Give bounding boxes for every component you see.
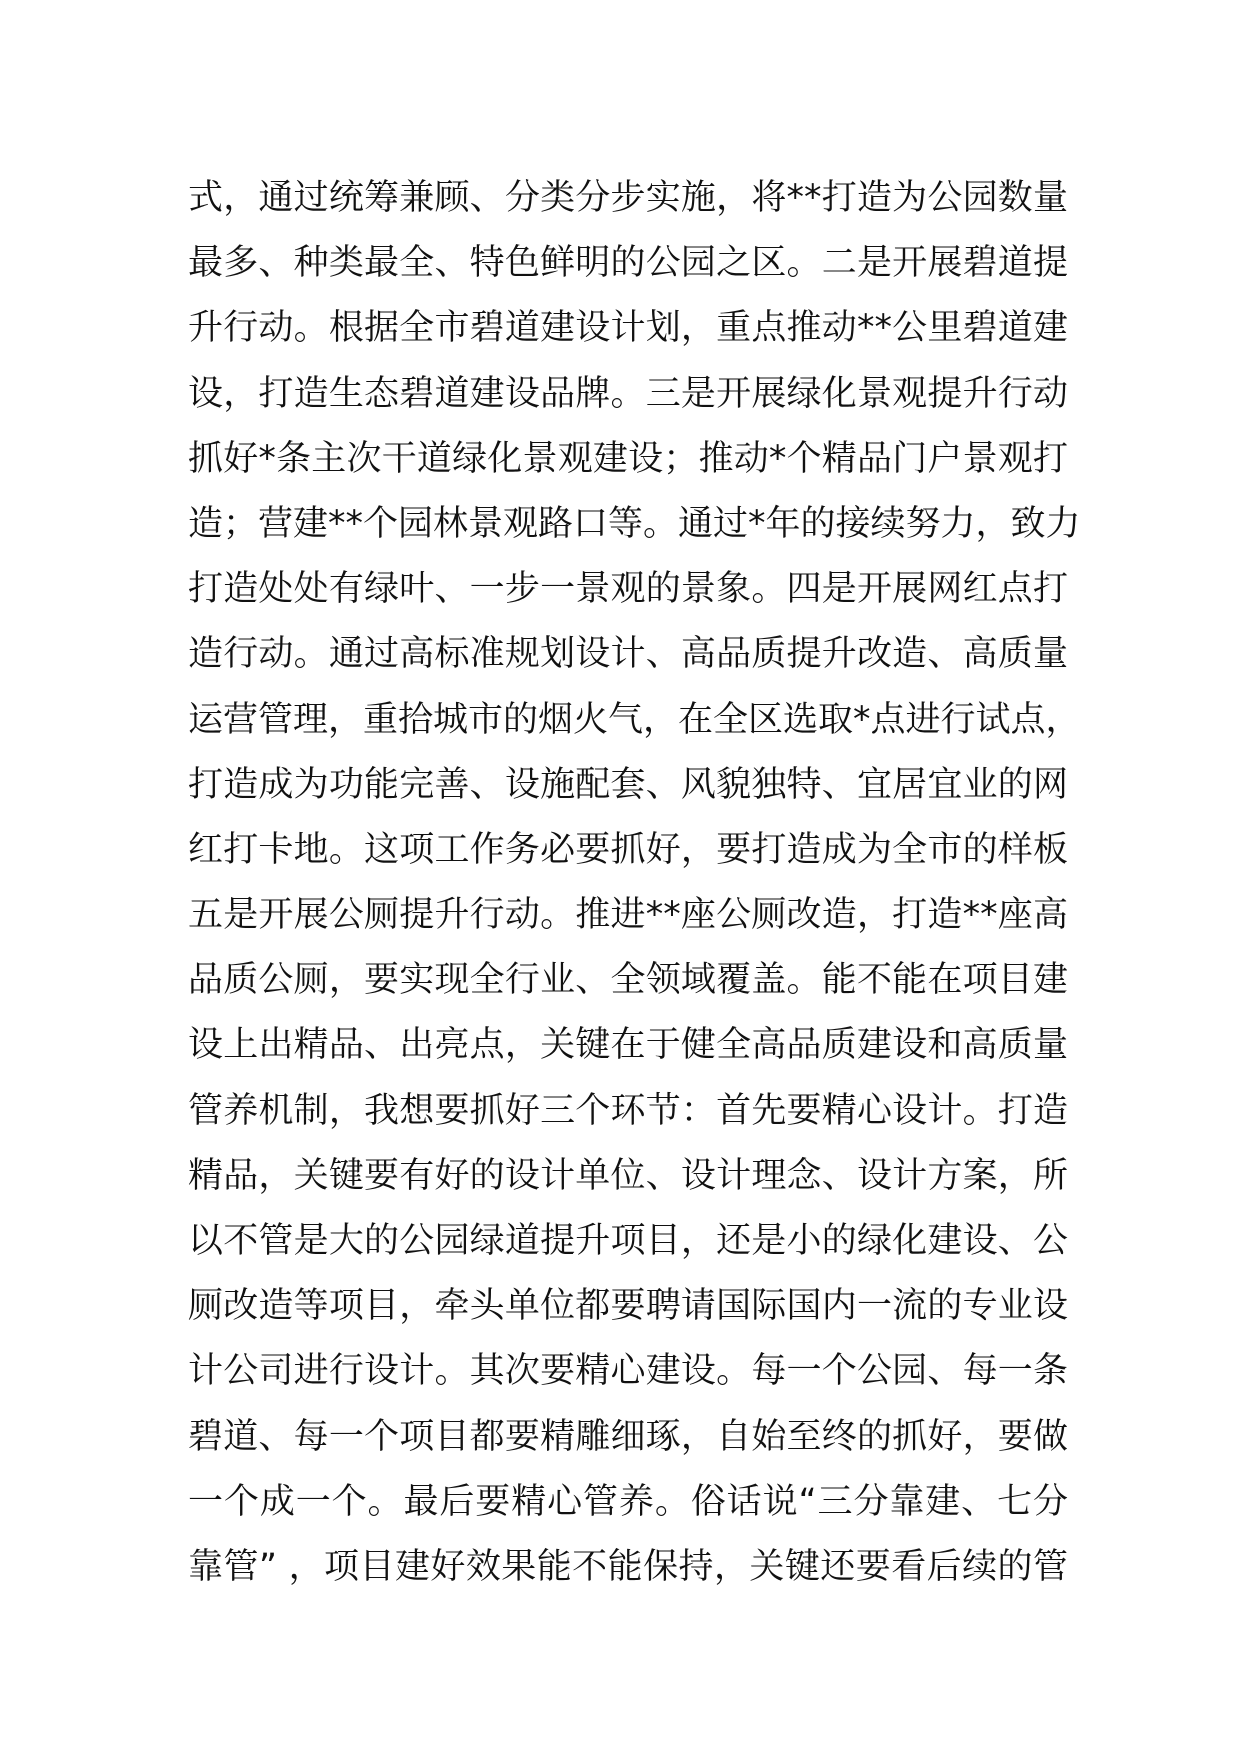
text-line: 打造处处有绿叶、一步一景观的景象。四是开展网红点打 — [188, 569, 1068, 610]
text-line: 抓好*条主次干道绿化景观建设；推动*个精品门户景观打 — [188, 438, 1068, 479]
text-line: 设，打造生态碧道建设品牌。三是开展绿化景观提升行动 — [188, 373, 1068, 414]
text-line: 以不管是大的公园绿道提升项目，还是小的绿化建设、公 — [188, 1221, 1068, 1261]
text-line: 最多、种类最全、特色鲜明的公园之区。二是开展碧道提 — [188, 243, 1068, 284]
text-line: 精品，关键要有好的设计单位、设计理念、设计方案，所 — [188, 1155, 1068, 1196]
text-line: 管养机制，我想要抓好三个环节：首先要精心设计。打造 — [188, 1090, 1068, 1131]
body-text — [188, 166, 1081, 1600]
text-line: 靠管” ，项目建好效果能不能保持，关键还要看后续的管 — [188, 1546, 1068, 1587]
text-line: 设上出精品、出亮点，关键在于健全高品质建设和高质量 — [188, 1025, 1068, 1066]
text-line: 升行动。根据全市碧道建设计划，重点推动**公里碧道建 — [188, 308, 1068, 349]
text-line: 五是开展公厕提升行动。推进**座公厕改造，打造**座高 — [188, 895, 1068, 936]
text-line: 一个成一个。最后要精心管养。俗话说“三分靠建、七分 — [188, 1481, 1068, 1522]
text-line: 造；营建**个园林景观路口等。通过*年的接续努力，致力 — [188, 503, 1081, 544]
text-line: 碧道、每一个项目都要精雕细琢，自始至终的抓好，要做 — [188, 1416, 1068, 1457]
text-line: 品质公厕，要实现全行业、全领域覆盖。能不能在项目建 — [188, 960, 1068, 1001]
text-line: 造行动。通过高标准规划设计、高品质提升改造、高质量 — [188, 634, 1068, 675]
text-line: 运营管理，重拾城市的烟火气，在全区选取*点进行试点， — [188, 699, 1081, 740]
text-line: 厕改造等项目，牵头单位都要聘请国际国内一流的专业设 — [188, 1286, 1068, 1327]
text-line: 红打卡地。这项工作务必要抓好，要打造成为全市的样板 — [188, 829, 1068, 870]
text-line: 打造成为功能完善、设施配套、风貌独特、宜居宜业的网 — [188, 764, 1068, 805]
text-line: 计公司进行设计。其次要精心建设。每一个公园、每一条 — [188, 1351, 1068, 1392]
text-line: 式，通过统筹兼顾、分类分步实施，将**打造为公园数量 — [188, 178, 1068, 218]
